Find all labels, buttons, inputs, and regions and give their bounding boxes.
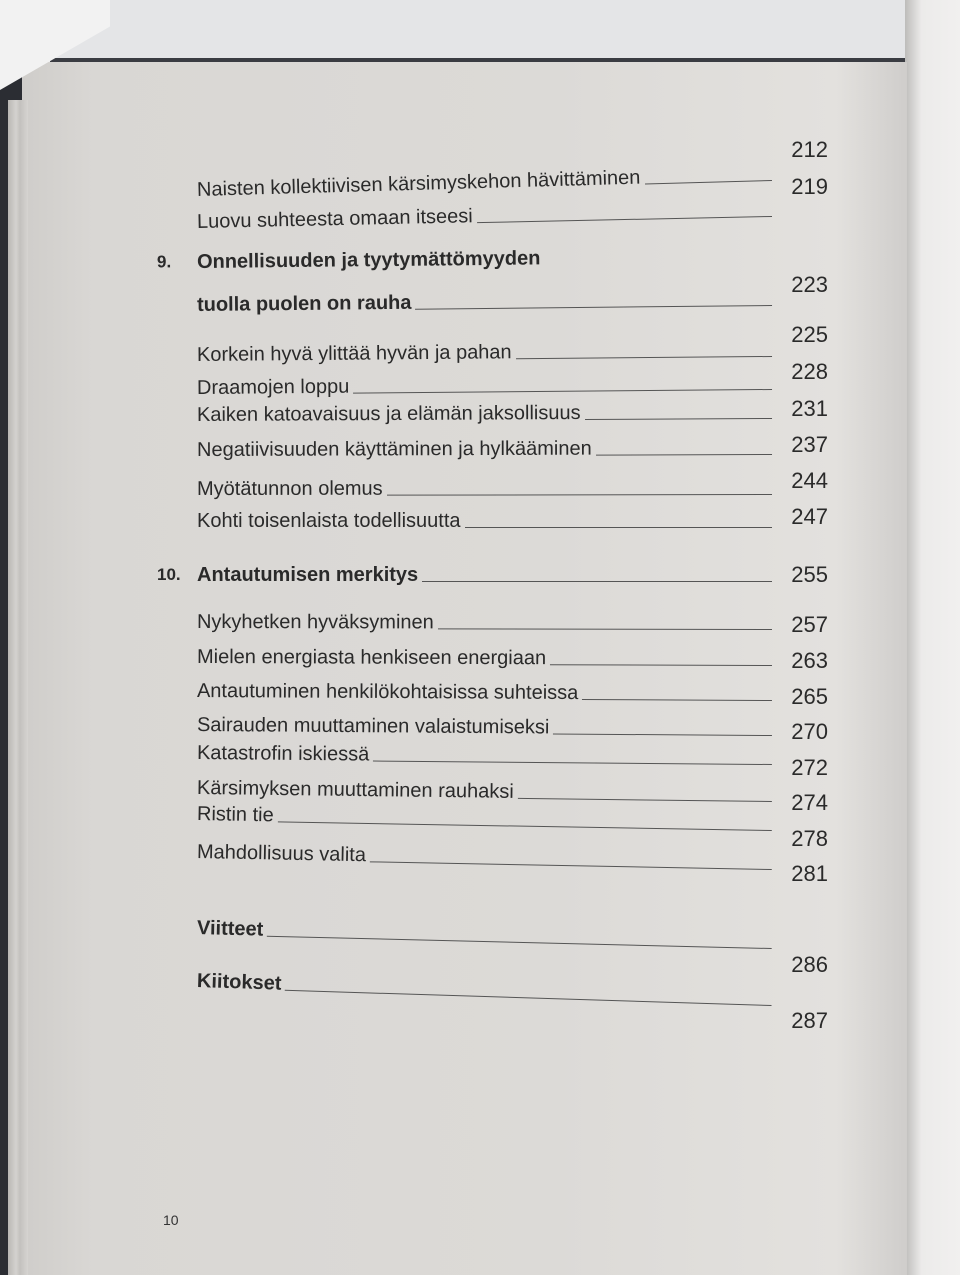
leader-line	[387, 493, 772, 496]
leader-line	[516, 355, 772, 359]
toc-entry-page: 265	[791, 684, 828, 709]
leader-line	[353, 388, 772, 394]
leader-line	[596, 453, 772, 456]
toc-entry-title: Ristin tie	[196, 803, 274, 827]
toc-entry-title: Kärsimyksen muuttaminen rauhaksi	[196, 777, 514, 803]
toc-entry-page: 225	[791, 322, 828, 347]
page-number: 10	[163, 1212, 179, 1228]
leader-line	[438, 627, 772, 630]
toc-entry-page: 286	[791, 952, 828, 977]
toc-entry-page: 272	[791, 755, 828, 780]
leader-line	[465, 526, 773, 528]
toc-entry-page: 237	[791, 432, 828, 457]
toc-entry-page: 228	[791, 359, 828, 384]
leader-line	[415, 304, 772, 310]
toc-entry-page: 278	[791, 826, 828, 851]
toc-entry-title: Antautumisen merkitys	[197, 564, 419, 586]
toc-entry-title: Luovu suhteesta omaan itseesi	[196, 205, 473, 233]
background-surface	[0, 0, 960, 62]
leader-line	[553, 732, 772, 736]
toc-entry-page: 247	[791, 504, 828, 529]
toc-entry-page: 223	[791, 272, 828, 297]
page-stack-edge	[8, 100, 28, 1275]
toc-entry	[197, 679, 772, 706]
toc-entry-title: Sairauden muuttaminen valaistumiseksi	[196, 714, 550, 739]
toc-entry-title: Mielen energiasta henkiseen energiaan	[196, 646, 547, 670]
toc-entry	[197, 610, 772, 635]
toc-entry	[197, 741, 772, 770]
leader-line	[373, 760, 772, 765]
leader-line	[644, 179, 771, 185]
toc-entry-page: 244	[791, 468, 828, 493]
facing-page-edge	[905, 0, 960, 1275]
toc-entry-page: 263	[791, 648, 828, 673]
toc-entry-page: 287	[791, 1008, 828, 1033]
toc-entry-title: Viitteet	[196, 917, 264, 941]
toc-entry-title: Draamojen loppu	[196, 375, 350, 399]
toc-entry-page: 231	[791, 396, 828, 421]
chapter-number: 9.	[156, 252, 172, 272]
toc-entry-page: 281	[791, 861, 828, 886]
leader-line	[582, 698, 772, 701]
toc-entry-title: Kiitokset	[196, 970, 282, 995]
toc-entry-page: 274	[791, 790, 828, 815]
toc-entry-title: Korkein hyvä ylittää hyvän ja pahan	[196, 341, 512, 366]
leader-line	[477, 215, 772, 223]
leader-line	[518, 797, 772, 802]
toc-entry-title: Mahdollisuus valita	[196, 841, 367, 867]
toc-entry-title: tuolla puolen on rauha	[196, 291, 412, 316]
toc-entry	[197, 400, 772, 427]
toc-entry-title: Myötätunnon olemus	[196, 477, 383, 500]
toc-entry	[157, 563, 772, 587]
toc-entry-title: Antautuminen henkilökohtaisissa suhteissa	[196, 680, 579, 704]
toc-entry-page: 270	[791, 719, 828, 744]
toc-entry	[197, 713, 772, 741]
toc-entry-title: Katastrofin iskiessä	[196, 742, 370, 766]
toc-entry-title: Negatiivisuuden käyttäminen ja hylkääminen	[196, 437, 592, 461]
leader-line	[585, 417, 772, 420]
toc-entry	[197, 645, 772, 671]
toc-entry-page: 255	[791, 562, 828, 587]
toc-entry-page: 257	[791, 612, 828, 637]
toc-entry	[197, 338, 772, 367]
toc-entry-title: Nykyhetken hyväksyminen	[196, 611, 434, 634]
toc-entry	[197, 476, 772, 501]
toc-entry	[197, 509, 772, 533]
toc-entry-page: 219	[791, 174, 828, 199]
leader-line	[550, 663, 772, 666]
toc-entry-title: Kaiken katoavaisuus ja elämän jaksollisuus	[196, 401, 581, 426]
toc-entry-title: Naisten kollektiivisen kärsimyskehon hävittäminen	[196, 166, 641, 201]
toc-entry-title: Onnellisuuden ja tyytymättömyyden	[196, 247, 541, 273]
toc-entry-page: 212	[791, 137, 828, 162]
leader-line	[422, 580, 772, 582]
toc-entry	[197, 436, 772, 462]
chapter-number: 10.	[157, 565, 181, 584]
toc-entry	[197, 371, 772, 400]
toc-entry-title: Kohti toisenlaista todellisuutta	[197, 510, 461, 532]
